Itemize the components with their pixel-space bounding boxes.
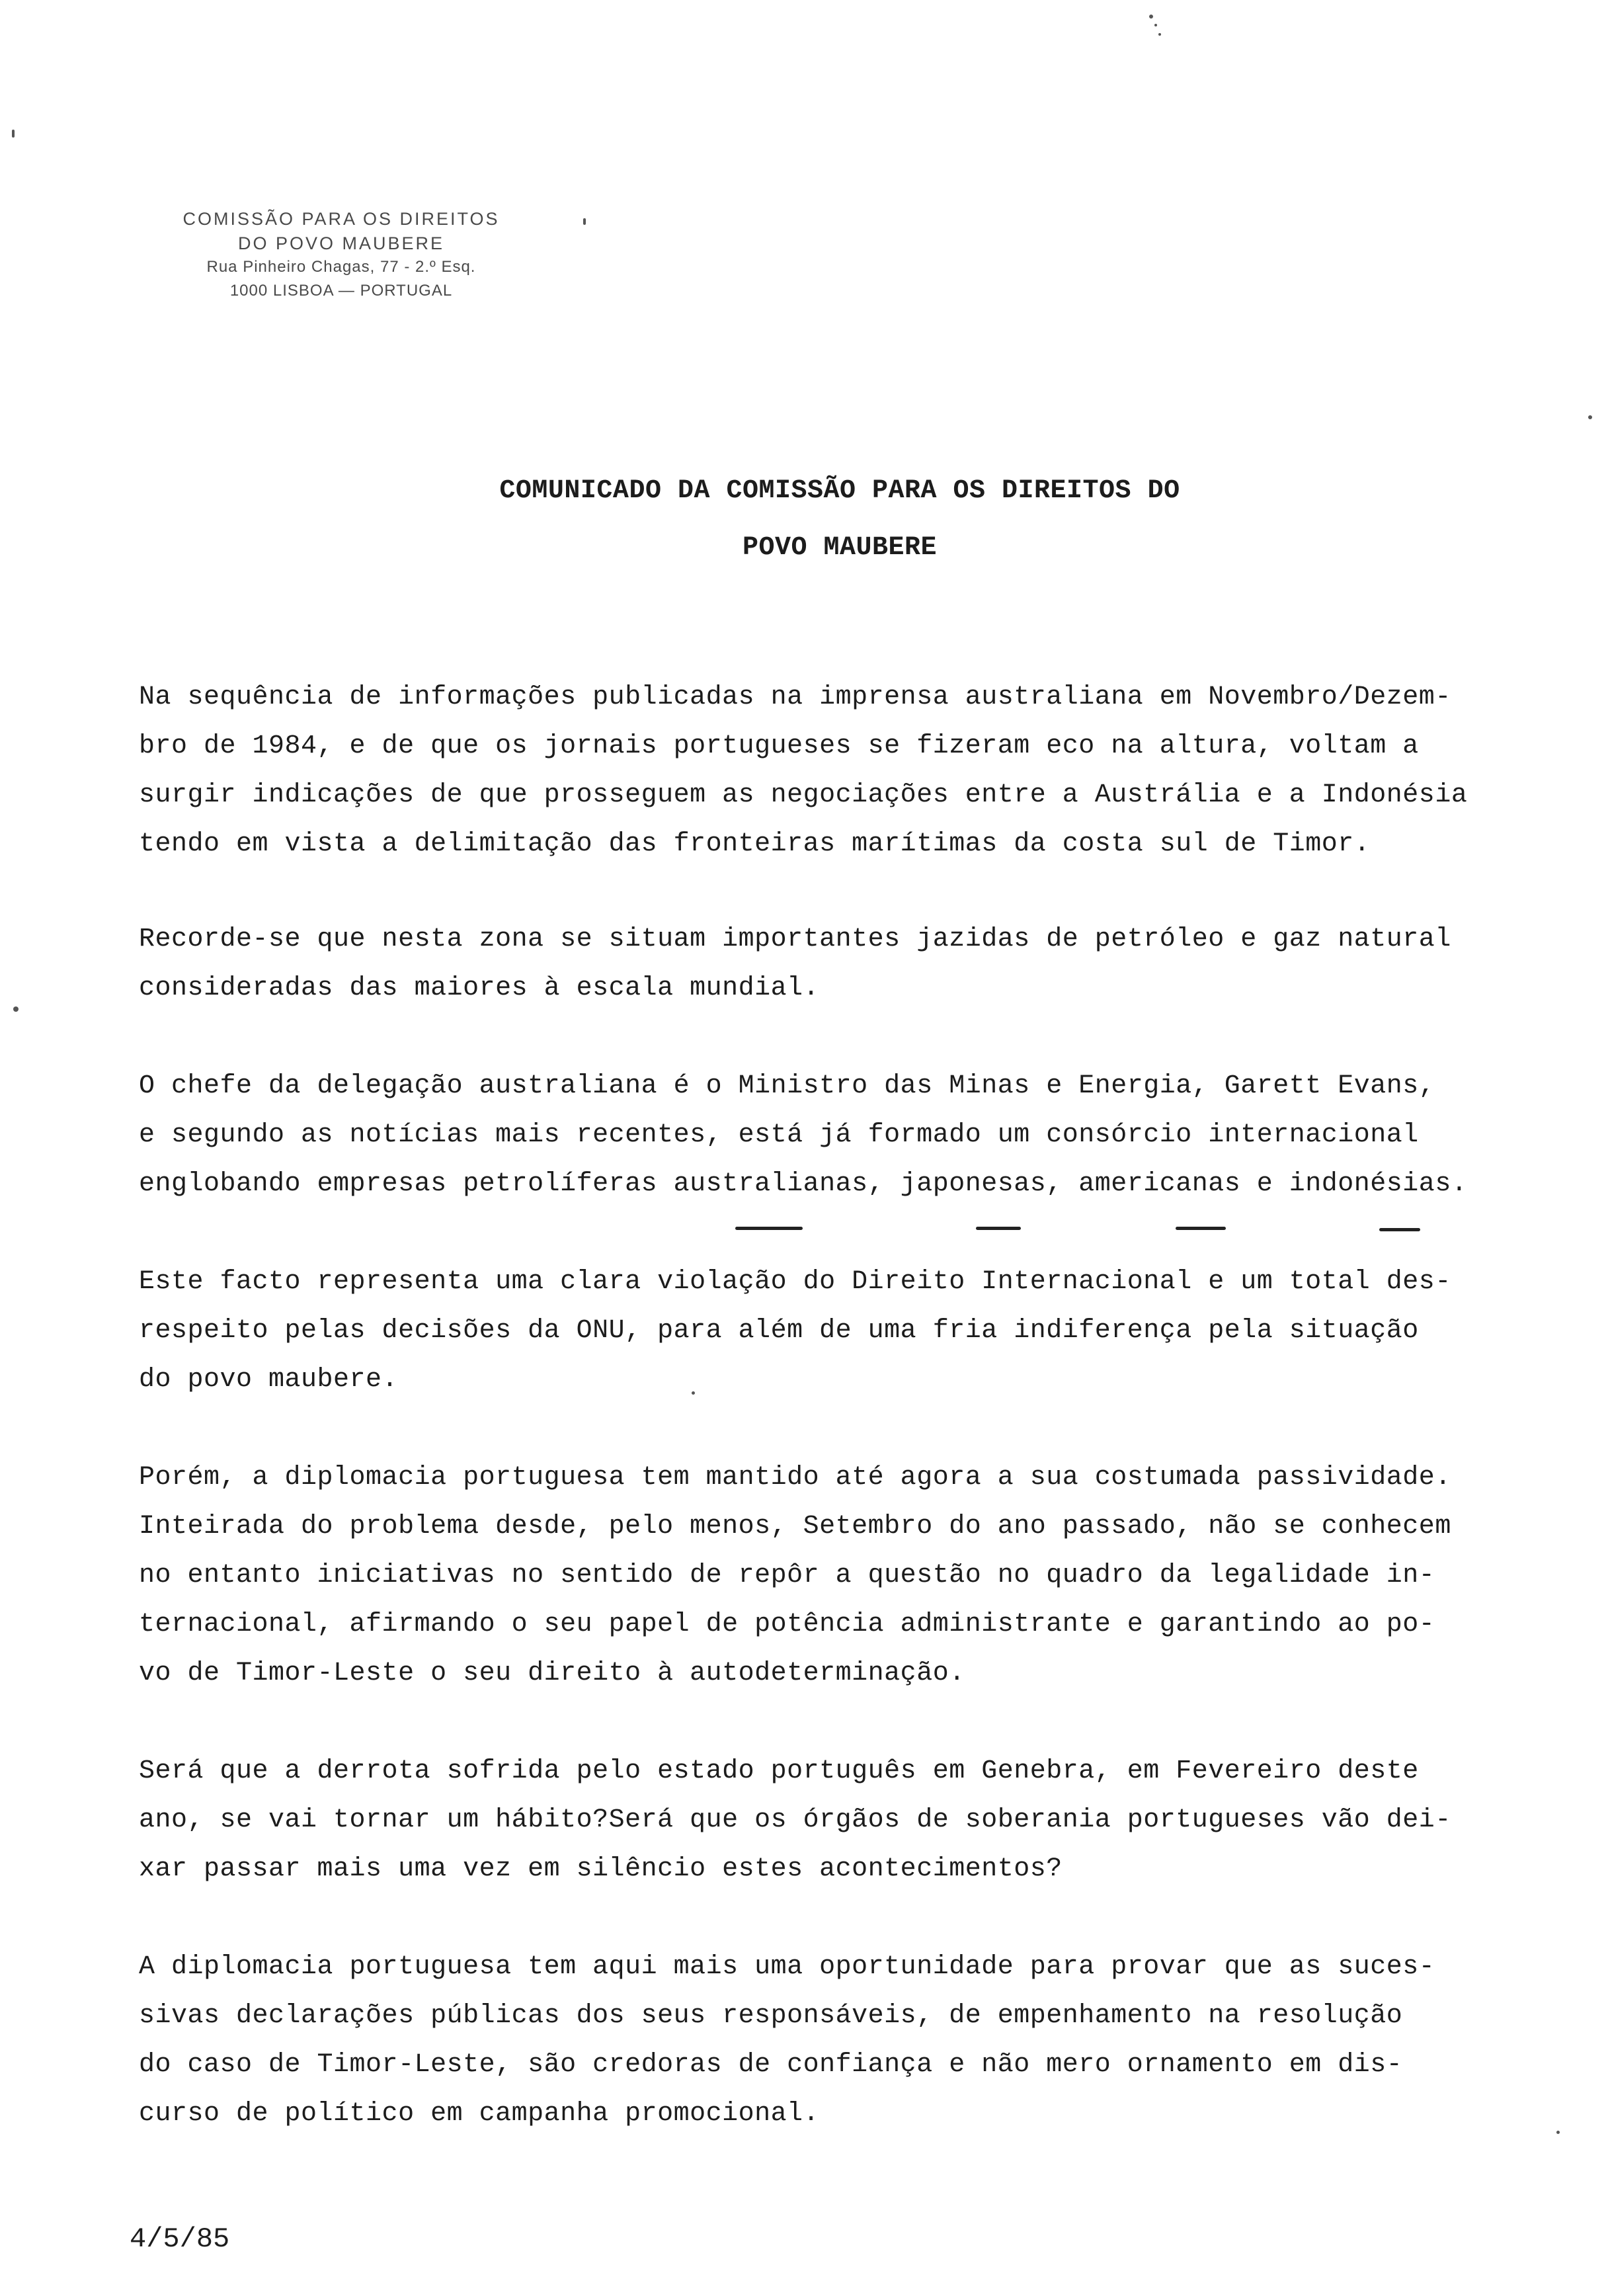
paragraph xyxy=(139,1454,1514,1698)
scan-speck xyxy=(1556,2131,1560,2134)
paragraph-line: tendo em vista a delimitação das fronteiras marítimas da costa sul de Timor. xyxy=(139,829,1371,859)
scan-speck xyxy=(692,1391,695,1395)
title-line-2: POVO MAUBERE xyxy=(742,533,938,563)
letterhead-line-2: DO POVO MAUBERE xyxy=(237,233,445,253)
scan-speck xyxy=(1149,15,1153,19)
scan-speck xyxy=(583,218,586,225)
paragraph-line: Este facto representa uma clara violação do Direito Internacional e um total des- xyxy=(139,1267,1451,1297)
document-date: 4/5/85 xyxy=(130,2223,230,2255)
paragraph-line: sivas declarações públicas dos seus responsáveis, de empenhamento na resolução xyxy=(139,2001,1403,2031)
paragraph-line: Inteirada do problema desde, pelo menos, Setembro do ano passado, não se conhecem xyxy=(139,1512,1451,1541)
paragraph-line: Será que a derrota sofrida pelo estado português em Genebra, em Fevereiro deste xyxy=(139,1756,1419,1786)
scan-speck xyxy=(13,1006,19,1012)
handwritten-underline xyxy=(1176,1227,1226,1230)
paragraph-line: ano, se vai tornar um hábito?Será que os órgãos de soberania portugueses vão dei- xyxy=(139,1805,1451,1835)
paragraph xyxy=(139,1747,1514,1894)
paragraph xyxy=(139,915,1514,1013)
handwritten-underline xyxy=(735,1227,803,1230)
paragraph-line: englobando empresas petrolíferas australianas, japonesas, americanas e indonésias. xyxy=(139,1169,1468,1199)
scan-speck xyxy=(1158,33,1161,36)
handwritten-underline xyxy=(976,1227,1021,1230)
paragraph-line: A diplomacia portuguesa tem aqui mais uma oportunidade para provar que as suces- xyxy=(139,1952,1435,1982)
paragraph-line: do povo maubere. xyxy=(139,1365,399,1395)
paragraph-line: O chefe da delegação australiana é o Ministro das Minas e Energia, Garett Evans, xyxy=(139,1071,1435,1101)
title-line-1: COMUNICADO DA COMISSÃO PARA OS DIREITOS DO xyxy=(499,476,1180,506)
scan-speck xyxy=(12,130,15,138)
scan-speck xyxy=(1154,24,1157,26)
document-body xyxy=(139,673,1514,2188)
paragraph-line: xar passar mais uma vez em silêncio estes acontecimentos? xyxy=(139,1854,1063,1884)
handwritten-underline xyxy=(1379,1228,1420,1231)
paragraph xyxy=(139,1943,1514,2139)
paragraph-line: no entanto iniciativas no sentido de repôr a questão no quadro da legalidade in- xyxy=(139,1561,1435,1590)
scan-speck xyxy=(1588,415,1592,419)
paragraph-line: curso de político em campanha promocional. xyxy=(139,2099,820,2129)
paragraph-line: respeito pelas decisões da ONU, para além de uma fria indiferença pela situação xyxy=(139,1316,1419,1346)
paragraph-line: Porém, a diplomacia portuguesa tem mantido até agora a sua costumada passividade. xyxy=(139,1463,1451,1493)
paragraph xyxy=(139,1258,1514,1405)
paragraph-line: consideradas das maiores à escala mundial. xyxy=(139,973,820,1003)
paragraph xyxy=(139,1062,1514,1209)
paragraph-line: bro de 1984, e de que os jornais portugueses se fizeram eco na altura, voltam a xyxy=(139,731,1419,761)
paragraph-line: surgir indicações de que prosseguem as negociações entre a Austrália e a Indonésia xyxy=(139,780,1468,810)
document-title xyxy=(0,463,1608,577)
letterhead-address: Rua Pinheiro Chagas, 77 - 2.º Esq. xyxy=(206,258,476,276)
paragraph-line: Recorde-se que nesta zona se situam importantes jazidas de petróleo e gaz natural xyxy=(139,924,1451,954)
paragraph-line: vo de Timor-Leste o seu direito à autodeterminação. xyxy=(139,1659,965,1688)
letterhead-line-1: COMISSÃO PARA OS DIREITOS xyxy=(182,209,500,229)
paragraph-line: e segundo as notícias mais recentes, está já formado um consórcio internacional xyxy=(139,1120,1419,1150)
paragraph-line: ternacional, afirmando o seu papel de potência administrante e garantindo ao po- xyxy=(139,1610,1435,1639)
letterhead-city: 1000 LISBOA — PORTUGAL xyxy=(229,282,453,300)
paragraph xyxy=(139,673,1514,869)
paragraph-line: do caso de Timor-Leste, são credoras de confiança e não mero ornamento em dis- xyxy=(139,2050,1403,2080)
letterhead-stamp xyxy=(156,209,526,300)
paragraph-line: Na sequência de informações publicadas na imprensa australiana em Novembro/Dezem- xyxy=(139,682,1451,712)
